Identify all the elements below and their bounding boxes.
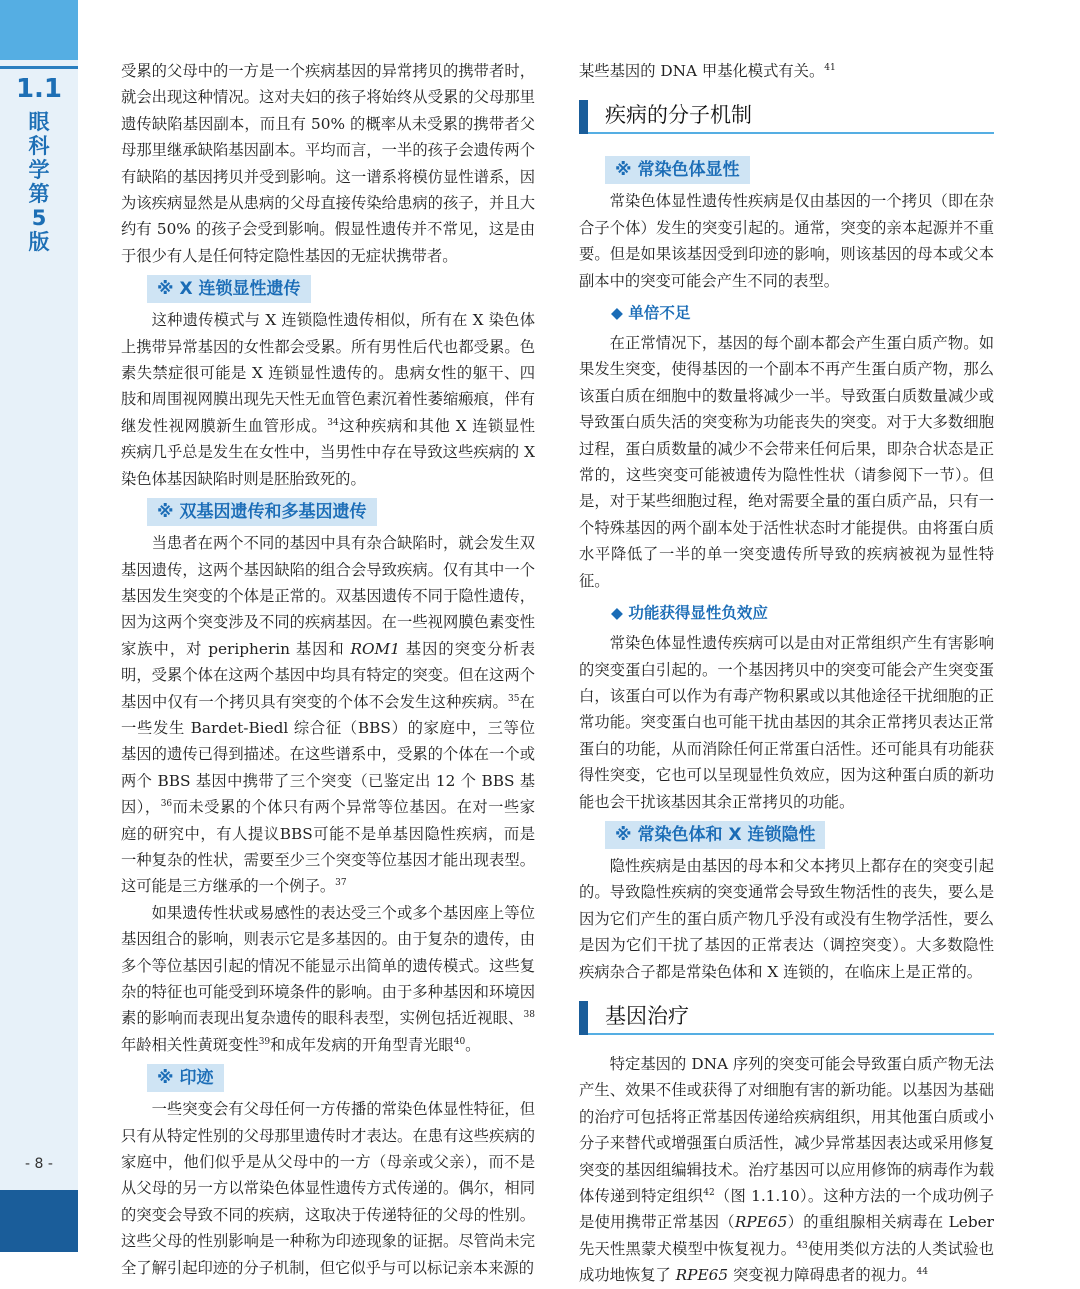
paragraph: 受累的父母中的一方是一个疾病基因的异常拷贝的携带者时，就会出现这种情况。这对夫妇的孩子将始终从受累的父母那里遗传缺陷基因副本，而且有 50% 的概率从未受累的携带者父母那里继承缺陷基因副本。平均而言，一半的孩子会遗传两个有缺陷的基因拷贝并受到影响。这一谱系将模仿显性谱系，因为该疾病显然是从患病的父母直接传染给患病的孩子，并且大约有 50% 的孩子会受到影响。假显性遗传并不常见，这是由于很少有人是任何特定隐性基因的无症状携带者。 [121, 62, 535, 265]
heading-gene-therapy: 基因治疗 [579, 1001, 994, 1035]
paragraph: 在正常情况下，基因的每个副本都会产生蛋白质产物。如果发生突变，使得基因的一个副本不再产生蛋白质产物，那么该蛋白质在细胞中的数量将减少一半。导致蛋白质数量减少或导致蛋白质失活的突变称为功能丧失的突变。对于大多数细胞过程，蛋白质数量的减少不会带来任何后果，即杂合状态是正常的，这些突变可能被遗传为隐性性状（请参阅下一节）。但是，对于某些细胞过程，绝对需要全量的蛋白质产品，只有一个特殊基因的两个副本处于活性状态时才能提供。由将蛋白质水平降低了一半的单一突变遗传所导致的疾病被视为显性特征。 [579, 334, 994, 590]
right-column [579, 58, 994, 1289]
paragraph: 如果遗传性状或易感性的表达受三个或多个基因座上等位基因组合的影响，则表示它是多基因的。由于复杂的遗传，由多个等位基因引起的情况不能显示出简单的遗传模式。这些复杂的特征也可能受到环境条件的影响。由于多种基因和环境因素的影响而表现出复杂遗传的眼科表型，实例包括近视眼、$^{38}$年龄相关性黄斑变性$^{39}$和成年发病的开角型青光眼$^{40}$。 [121, 903, 535, 1054]
citation: 36 [160, 799, 173, 810]
gene-name: ROM1 [350, 639, 400, 658]
citation: 38 [523, 1010, 535, 1021]
heading-autosomal-recessive: ※ 常染色体和 X 连锁隐性 [605, 821, 825, 849]
paragraph: 某些基因的 DNA 甲基化模式有关。$^{41}$ [579, 62, 836, 80]
diamond-bullet-icon: ◆ [611, 304, 623, 323]
heading-x-linked-dominant: ※ X 连锁显性遗传 [147, 275, 311, 303]
paragraph: 特定基因的 DNA 序列的突变可能会导致蛋白质产物无法产生、效果不佳或获得了对细胞有害的新功能。以基因为基础的治疗可包括将正常基因传递给疾病组织，用其他蛋白质或小分子来替代或增强蛋白质活性，减少异常基因表达或采用修复突变的基因组编辑技术。治疗基因可以应用修饰的病毒作为载体传递到特定组织$^{42}$（图 1.1.10）。这种方法的一个成功例子是使用携带正常基因（RPE65）的重组腺相关病毒在 Leber 先天性黑蒙犬模型中恢复视力。$^{43}$使用类似方法的人类试验也成功地恢复了 RPE65 突变视力障碍患者的视力。$^{44}$ [579, 1054, 994, 1285]
heading-imprinting: ※ 印迹 [147, 1064, 224, 1092]
sidebar [0, 0, 78, 1252]
left-column [121, 58, 535, 1281]
citation: 37 [335, 878, 347, 889]
page-number: - 8 - [25, 1156, 53, 1172]
asterism-icon: ※ [615, 824, 632, 845]
paragraph: 常染色体显性遗传性疾病是仅由基因的一个拷贝（即在杂合子个体）发生的突变引起的。通常，突变的亲本起源并不重要。但是如果该基因受到印迹的影响，则该基因的母本或父本副本中的突变可能会产生不同的表型。 [579, 192, 994, 290]
gene-name: RPE65 [675, 1266, 729, 1285]
book-title: 眼科学第5版 [28, 110, 50, 254]
citation: 43 [796, 1240, 808, 1251]
heading-autosomal-dominant: ※ 常染色体显性 [605, 156, 750, 184]
paragraph: 常染色体显性遗传疾病可以是由对正常组织产生有害影响的突变蛋白引起的。一个基因拷贝中的突变可能会产生突变蛋白，该蛋白可以作为有毒产物积累或以其他途径干扰细胞的正常功能。突变蛋白也可能干扰由基因的其余正常拷贝表达正常蛋白的功能，从而消除任何正常蛋白活性。还可能具有功能获得性突变，它也可以呈现显性负效应，因为这种蛋白质的新功能也会干扰该基因其余正常拷贝的功能。 [579, 634, 994, 811]
paragraph: 隐性疾病是由基因的母本和父本拷贝上都存在的突变引起的。导致隐性疾病的突变通常会导致生物活性的丧失，要么是因为它们产生的蛋白质产物几乎没有或没有生物学活性，要么是因为它们干扰了基因的正常表达（调控突变）。大多数隐性疾病杂合子都是常染色体和 X 连锁的，在临床上是正常的。 [579, 856, 994, 981]
heading-digenic: ※ 双基因遗传和多基因遗传 [147, 498, 377, 526]
citation: 41 [824, 62, 836, 73]
heading-bar [579, 100, 588, 134]
asterism-icon: ※ [157, 279, 174, 300]
sidebar-bottom-band [0, 1190, 78, 1252]
paragraph: 一些突变会有父母任何一方传播的常染色体显性特征，但只有从特定性别的父母那里遗传时才表达。在患有这些疾病的家庭中，他们似乎是从父母中的一方（母亲或父亲），而不是从父母的另一方以常染色体显性遗传方式传递的。偶尔，相同的突变会导致不同的疾病，这取决于传递特征的父母的性别。这些父母的性别影响是一种称为印迹现象的证据。尽管尚未完全了解引起印迹的分子机制，但它似乎与可以标记亲本来源的 [121, 1100, 535, 1277]
section-number: 1.1 [15, 74, 63, 104]
sidebar-top-band [0, 0, 78, 60]
sidebar-divider [0, 66, 78, 69]
asterism-icon: ※ [157, 502, 174, 523]
heading-haploinsufficiency: ◆ 单倍不足 [611, 304, 691, 323]
asterism-icon: ※ [157, 1068, 174, 1089]
asterism-icon: ※ [615, 160, 632, 181]
citation: 44 [916, 1267, 928, 1278]
paragraph: 这种遗传模式与 X 连锁隐性遗传相似，所有在 X 染色体上携带异常基因的女性都会受累。所有男性后代也都受累。色素失禁症很可能是 X 连锁显性遗传的。患病女性的躯干、四肢和周围视网膜出现先天性无血管色素沉着性萎缩瘢痕，伴有继发性视网膜新生血管形成。$^{34}$这种疾病和其他 X 连锁显性疾病几乎总是发生在女性中，当男性中存在导致这些疾病的 X 染色体基因缺陷时则是胚胎致死的。 [121, 311, 535, 488]
diamond-bullet-icon: ◆ [611, 604, 623, 623]
citation: 39 [258, 1036, 271, 1047]
heading-molecular-mechanism: 疾病的分子机制 [579, 100, 994, 134]
citation: 34 [327, 417, 339, 428]
gene-name: RPE65 [734, 1213, 788, 1232]
heading-bar [579, 1001, 588, 1035]
heading-gain-of-function: ◆ 功能获得显性负效应 [611, 604, 768, 623]
citation: 42 [703, 1187, 715, 1198]
citation: 35 [508, 693, 520, 704]
paragraph: 当患者在两个不同的基因中具有杂合缺陷时，就会发生双基因遗传，这两个基因缺陷的组合会导致疾病。仅有其中一个基因发生突变的个体是正常的。双基因遗传不同于隐性遗传，因为这两个突变涉及不同的疾病基因。在一些视网膜色素变性家族中，对 peripherin 基因和 ROM1 基因的突变分析表明，受累个体在这两个基因中均具有特定的突变。但在这两个基因中仅有一个拷贝具有突变的个体不会发生这种疾病。$^{35}$在一些发生 Bardet-Biedl 综合征（BBS）的家庭中，三等位基因的遗传已得到描述。在这些谱系中，受累的个体在一个或两个 BBS 基因中携带了三个突变（已鉴定出 12 个 BBS 基因），$^{36}$而未受累的个体只有两个异常等位基因。在对一些家庭的研究中，有人提议BBS可能不是单基因隐性疾病，而是一种复杂的性状，需要至少三个突变等位基因才能出现表型。这可能是三方继承的一个例子。$^{37}$ [121, 534, 536, 896]
citation: 40 [453, 1036, 466, 1047]
